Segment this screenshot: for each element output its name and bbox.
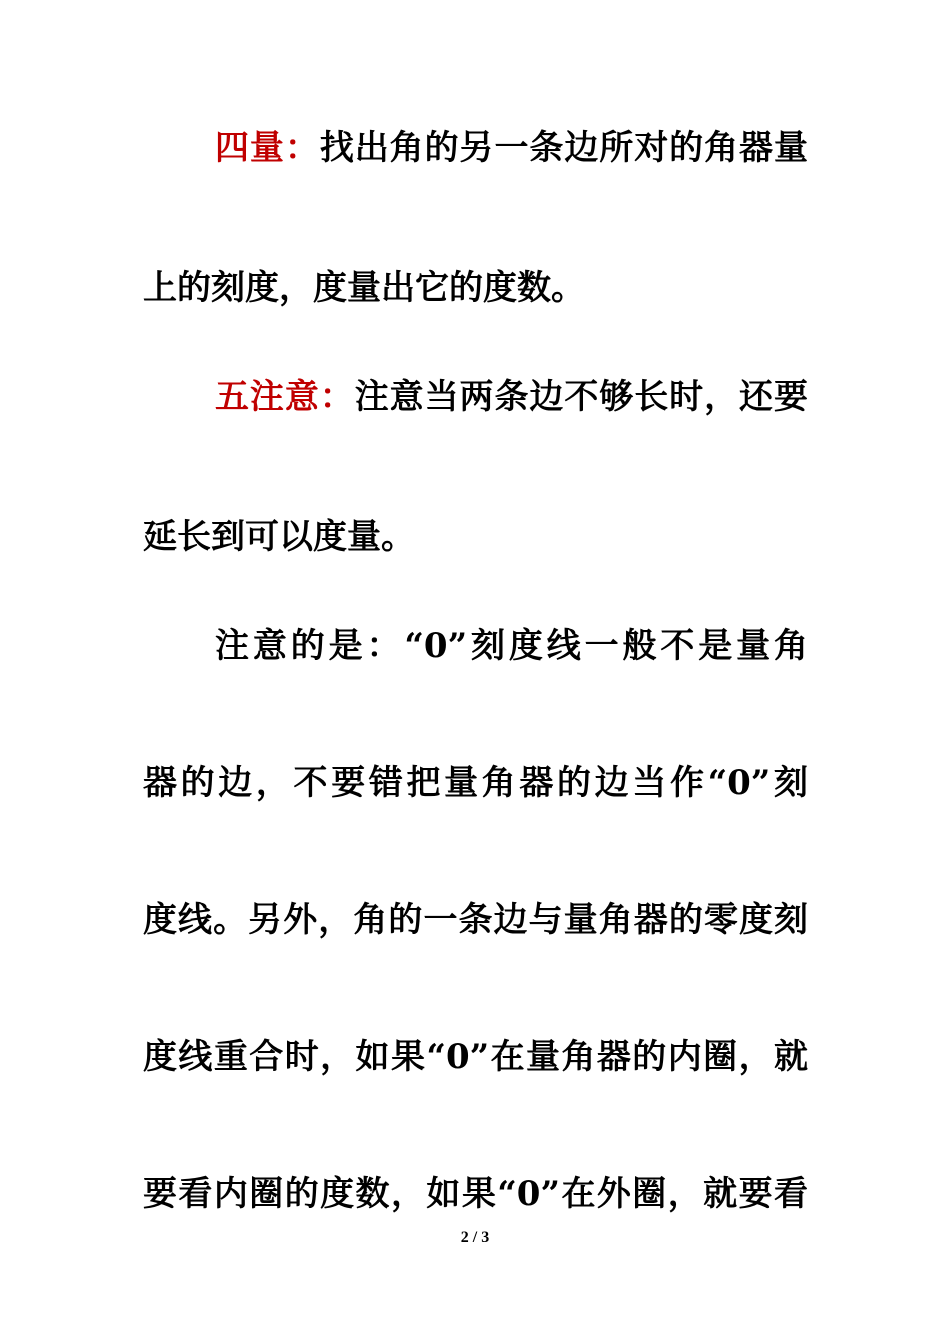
paragraph-line-4: 延长到可以度量。 (143, 517, 415, 557)
paragraph-line-3 (215, 377, 808, 417)
paragraph-line-7: 度线。另外，角的一条边与量角器的零度刻 (143, 900, 808, 940)
paragraph-line-6: 器的边，不要错把量角器的边当作“0”刻 (143, 763, 808, 803)
paragraph-line-2: 上的刻度，度量出它的度数。 (143, 268, 585, 308)
line-1-text: 找出角的另一条边所对的角器量 (319, 128, 808, 168)
page-number: 2 / 3 (460, 1229, 490, 1246)
line-3-text: 注意当两条边不够长时，还要 (354, 377, 808, 417)
paragraph-line-9: 要看内圈的度数，如果“0”在外圈，就要看 (143, 1174, 808, 1214)
paragraph-line-5: 注意的是：“0”刻度线一般不是量角 (215, 626, 808, 666)
step-label-four-measure: 四量： (215, 128, 320, 168)
paragraph-line-1 (215, 128, 808, 168)
paragraph-line-8: 度线重合时，如果“0”在量角器的内圈，就 (143, 1037, 808, 1077)
step-label-five-note: 五注意： (215, 377, 355, 417)
